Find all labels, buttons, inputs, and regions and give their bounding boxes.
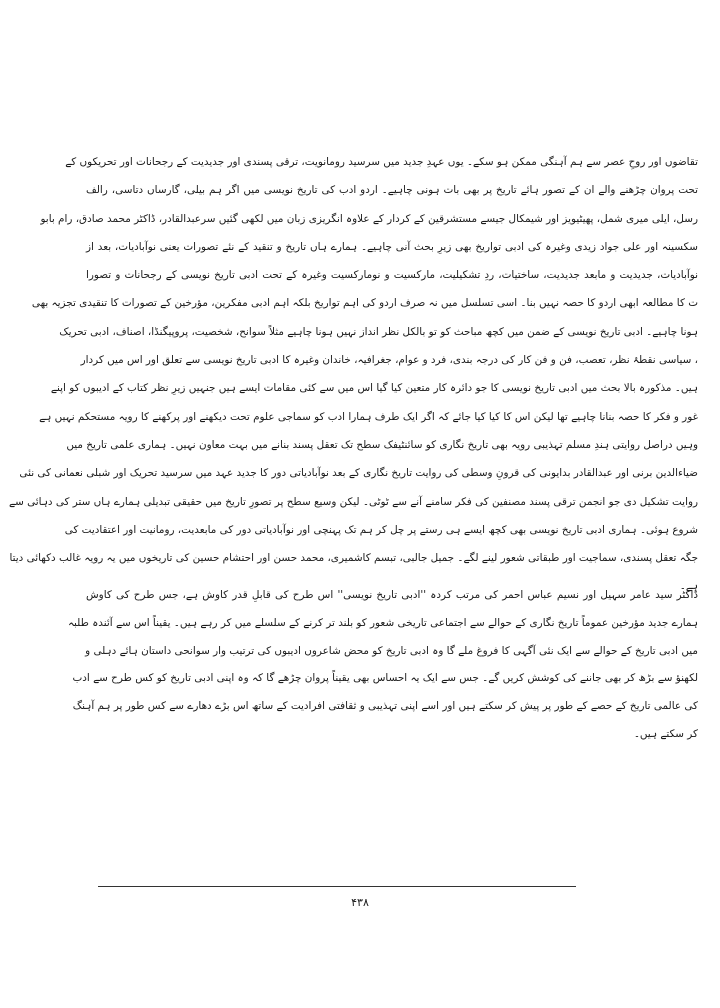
text-line: ڈاکٹر سید عامر سہیل اور نسیم عباس احمر کی مرتب کردہ ''ادبی تاریخ نویسی'' اس طرح کی قابلِ قدر کاوش ہے، جس طرح کی کاوش — [86, 589, 698, 601]
text-line: سکسینہ اور علی جواد زیدی وغیرہ کی ادبی تواریخ بھی زیرِ بحث آنی چاہیے۔ ہمارے ہاں تاریخ و تنقید کے نئے تصورات یعنی نوآبادیات، بعد از — [86, 240, 698, 253]
text-line: لکھنؤ سے بڑھ کر بھی جاننے کی کوشش کریں گے۔ جس سے ایک یہ احساس بھی یقیناً پروان چڑھے گا کہ وہ اپنی ادبی تاریخ کو کس طرح سے ادب — [72, 672, 698, 685]
text-line: ت کا مطالعہ ابھی اردو کا حصہ نہیں بنا۔ اسی تسلسل میں نہ صرف اردو کی اہم تواریخ بلکہ اہم ادبی مفکرین، مؤرخین کے تصورات کا تنقیدی تجزیہ بھی — [31, 297, 698, 310]
text-line: ضیاءالدین برنی اور عبدالقادر بدایونی کی قرونِ وسطی کی روایت تاریخ نگاری کے بعد نوآبادیاتی دور کا جدید عہد میں سرسید تحریک اور شبلی نعمانی کی نئی — [19, 467, 698, 480]
text-line: وہیں دراصل روایتی ہندِ مسلم تہذیبی رویہ بھی تاریخ نگاری کو سائنٹیفک سطح تک تعقل پسند بنانے میں بہت معاون نہیں۔ ہماری علمی تاریخ میں — [66, 438, 698, 451]
paragraph-2 — [67, 582, 698, 749]
text-line: تقاضوں اور روحِ عصر سے ہم آہنگی ممکن ہو سکے۔ یوں عہدِ جدید میں سرسید رومانویت، ترقی پسندی اور جدیدیت کے رجحانات اور تحریکوں کے — [65, 156, 698, 168]
text-line: کر سکتے ہیں۔ — [633, 727, 698, 740]
text-line: غور و فکر کا حصہ بنانا چاہیے تھا لیکن اس کا کیا کیا جائے کہ اگر ایک طرف ہمارا ادب کو سماجی علوم تحت دیکھنے اور پرکھنے کا رویہ مستحکم نہیں ہے — [39, 410, 698, 423]
text-line: جگہ تعقل پسندی، سماجیت اور طبقاتی شعور لینے لگے۔ جمیل جالبی، تبسم کاشمیری، محمد حسن اور احتشام حسین کی تاریخوں میں یہ رویہ غالب دکھائی دیتا — [9, 552, 698, 565]
text-line: کی عالمی تاریخ کے حصے کے طور پر پیش کر سکتے ہیں اور اسے اپنی تہذیبی و ثقافتی افرادیت کے ساتھ اس بڑے دھارے سے کس طور پر ہم آہنگ — [72, 700, 698, 713]
text-line: ہونا چاہیے۔ ادبی تاریخ نویسی کے ضمن میں کچھ مباحث کو تو بالکل نظر انداز نہیں ہونا چاہیے مثلاً سوانح، شخصیت، پروپیگنڈا، اصناف، ادبی تحریک — [59, 325, 698, 338]
text-line: میں ادبی تاریخ کے حوالے سے ایک نئی آگہی کا فروغ ملے گا وہ ادبی تاریخ کو محض شاعروں ادیبوں کی ترتیب وار سوانحی داستان ہائے دہلی و — [85, 644, 698, 657]
text-line: ، سیاسی نقطۂ نظر، تعصب، فن و فن کار کی درجہ بندی، فرد و عوام، جغرافیہ، خاندان وغیرہ کا ادبی تاریخ نویسی سے تعلق اور اس میں کردار — [80, 354, 698, 367]
text-line: ہے۔ — [679, 580, 698, 593]
page-number: ۴۳۸ — [351, 896, 369, 909]
paragraph-1 — [9, 148, 698, 601]
text-line: روایت تشکیل دی جو انجمن ترقی پسند مصنفین کی فکر سامنے آنے سے ٹوٹی۔ لیکن وسیع سطح پر تصورِ تاریخ میں حقیقی تبدیلی ہمارے ہاں ستر کی دہائی سے — [9, 495, 698, 508]
text-line: رسل، ایلی میری شمل، پھیٹیویز اور شیمکال جیسے مستشرقین کے کردار کے علاوہ انگریزی زبان میں لکھی گئیں سرعبدالقادر، ڈاکٹر محمد صادق، رام بابو — [40, 212, 698, 225]
text-line: نوآبادیات، جدیدیت و مابعد جدیدیت، ساختیات، ردِ تشکیلیت، مارکسیت و نومارکسیت وغیرہ کے تحت ادبی تاریخ نویسی کے رجحانات و تصورا — [86, 269, 698, 282]
text-line: تحت پروان چڑھنے والے ان کے تصور ہائے تاریخ پر بھی بات ہونی چاہیے۔ اردو ادب کی تاریخ نویسی میں اگر ہم بیلی، گارساں دتاسی، رالف — [86, 184, 698, 197]
text-line: ہیں۔ مذکورہ بالا بحث میں ادبی تاریخ نویسی کا جو دائرہ کار متعین کیا گیا اس میں سے کئی مقامات ایسے ہیں جنہیں زیرِ نظر کتاب کے ادیبوں کو اپنے — [50, 382, 698, 395]
text-line: شروع ہوئی۔ ہماری ادبی تاریخ نویسی بھی کچھ ایسے ہی رستے پر چل کر ہم تک پہنچی اور نوآبادیاتی دور کی مابعدیت، رومانیت اور اعتقادیت کی — [64, 523, 698, 536]
text-line: ہمارے جدید مؤرخین عموماً تاریخ نگاری کے حوالے سے اجتماعی تاریخی شعور کو بلند تر کرنے کے سلسلے میں کر رہے ہیں۔ یقیناً اس سے آئندہ طلبہ — [67, 616, 698, 629]
footer-divider — [98, 886, 576, 887]
